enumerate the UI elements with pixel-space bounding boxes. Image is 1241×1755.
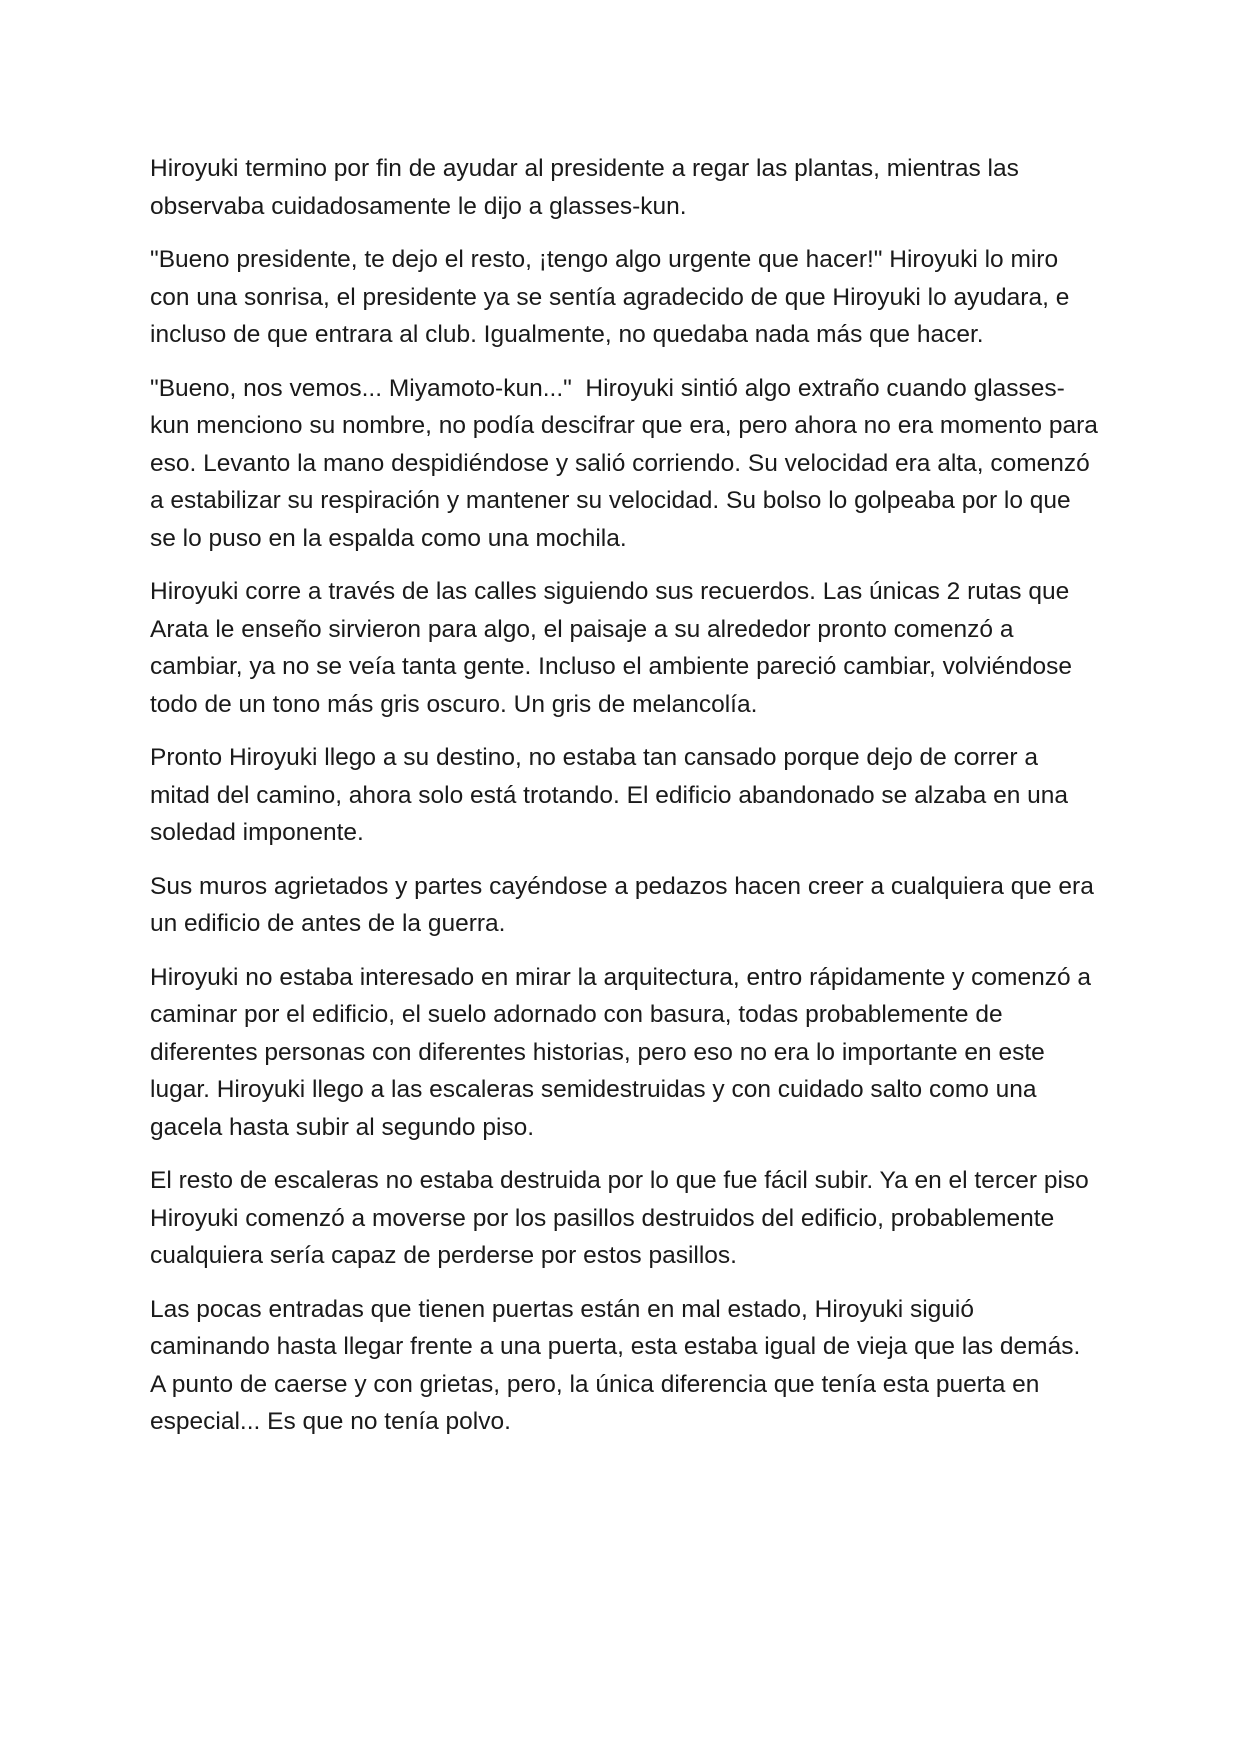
paragraph-1: Hiroyuki termino por fin de ayudar al presidente a regar las plantas, mientras las observaba cuidadosamente le dijo a glasses-kun. — [150, 155, 1026, 220]
paragraph-9: Las pocas entradas que tienen puertas están en mal estado, Hiroyuki siguió caminando hasta llegar frente a una puerta, esta estaba igual de vieja que las demás. A punto de caerse y con grietas, pero, la única diferencia que tenía esta puerta en especial... Es que no tenía polvo. — [150, 1295, 1086, 1435]
paragraph-4: Hiroyuki corre a través de las calles siguiendo sus recuerdos. Las únicas 2 rutas que Arata le enseño sirvieron para algo, el paisaje a su alrededor pronto comenzó a cambiar, ya no se veía tanta gente. Incluso el ambiente pareció cambiar, volviéndose todo de un tono más gris oscuro. Un gris de melancolía. — [150, 578, 1079, 718]
paragraph-2: "Bueno presidente, te dejo el resto, ¡tengo algo urgente que hacer!" Hiroyuki lo miro con una sonrisa, el presidente ya se sentía agradecido de que Hiroyuki lo ayudara, e incluso de que entrara al club. Igualmente, no quedaba nada más que hacer. — [150, 246, 1077, 348]
paragraph-6: Sus muros agrietados y partes cayéndose a pedazos hacen creer a cualquiera que era un edificio de antes de la guerra. — [150, 872, 1101, 937]
paragraph-8: El resto de escaleras no estaba destruida por lo que fue fácil subir. Ya en el tercer piso Hiroyuki comenzó a moverse por los pasillos destruidos del edificio, probablemente cualquiera sería capaz de perderse por estos pasillos. — [150, 1167, 1096, 1269]
document-body — [150, 150, 1105, 1457]
paragraph-7: Hiroyuki no estaba interesado en mirar la arquitectura, entro rápidamente y comenzó a caminar por el edificio, el suelo adornado con basura, todas probablemente de diferentes personas con diferentes historias, pero eso no era lo importante en este lugar. Hiroyuki llego a las escaleras semidestruidas y con cuidado salto como una gacela hasta subir al segundo piso. — [150, 963, 1098, 1141]
paragraph-5: Pronto Hiroyuki llego a su destino, no estaba tan cansado porque dejo de correr a mitad del camino, ahora solo está trotando. El edificio abandonado se alzaba en una soledad imponente. — [150, 744, 1075, 846]
paragraph-3: "Bueno, nos vemos... Miyamoto-kun..." Hiroyuki sintió algo extraño cuando glasses-kun menciono su nombre, no podía descifrar que era, pero ahora no era momento para eso. Levanto la mano despidiéndose y salió corriendo. Su velocidad era alta, comenzó a estabilizar su respiración y mantener su velocidad. Su bolso lo golpeaba por lo que se lo puso en la espalda como una mochila. — [150, 374, 1105, 552]
